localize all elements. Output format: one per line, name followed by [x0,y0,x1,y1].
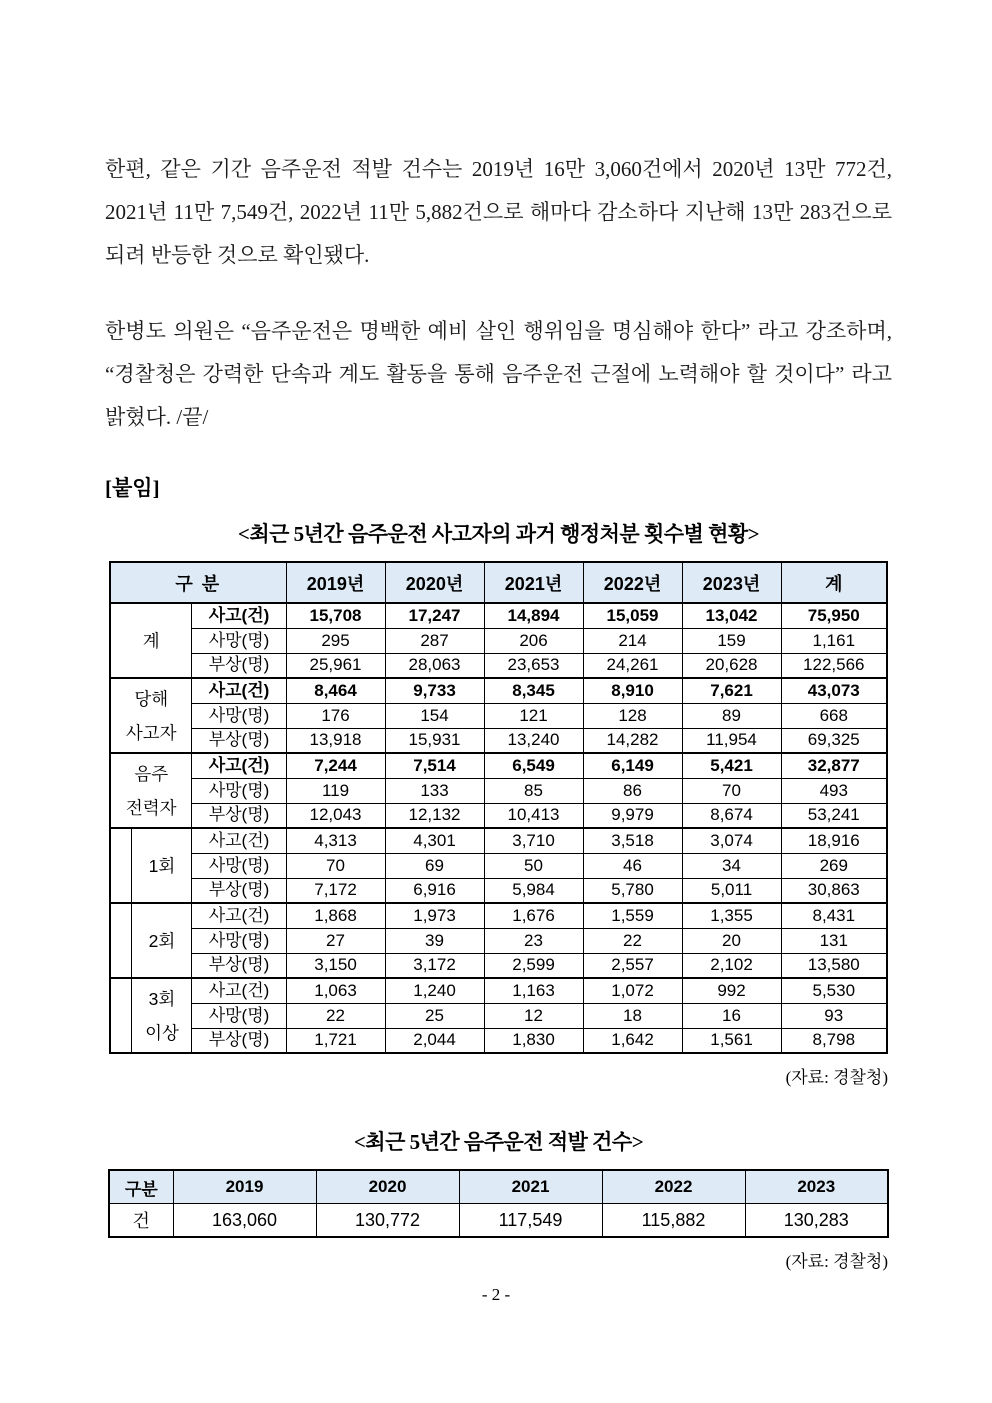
metric-label: 사고(건) [192,903,286,928]
value-cell: 15,708 [286,603,385,628]
table1-header-2023: 2023년 [682,562,781,603]
value-cell: 3,518 [583,828,682,853]
indent-strip [110,903,132,978]
table2-header-2022: 2022 [602,1170,745,1203]
value-cell: 25,961 [286,653,385,678]
value-cell: 7,621 [682,678,781,703]
value-cell: 1,830 [484,1028,583,1053]
metric-label: 부상(명) [192,653,286,678]
value-cell: 15,059 [583,603,682,628]
table1-data-row [110,828,887,853]
value-cell: 75,950 [781,603,887,628]
value-cell: 8,910 [583,678,682,703]
group-label: 당해 사고자 [110,678,192,753]
value-cell: 14,282 [583,728,682,753]
value-cell: 1,642 [583,1028,682,1053]
table1-data-row [110,878,887,903]
value-cell: 28,063 [385,653,484,678]
value-cell: 6,149 [583,753,682,778]
value-cell: 1,561 [682,1028,781,1053]
group-label: 계 [110,603,192,678]
metric-label: 사망(명) [192,853,286,878]
table1-header-2020: 2020년 [385,562,484,603]
value-cell: 2,044 [385,1028,484,1053]
value-cell: 18,916 [781,828,887,853]
value-cell: 86 [583,778,682,803]
metric-label: 사망(명) [192,928,286,953]
table2-row-label: 건 [109,1203,173,1237]
group-label: 음주 전력자 [110,753,192,828]
table1-data-row [110,753,887,778]
indent-strip [110,978,132,1053]
table1-data-row [110,728,887,753]
value-cell: 122,566 [781,653,887,678]
table2-value-2020: 130,772 [316,1203,459,1237]
value-cell: 1,973 [385,903,484,928]
value-cell: 128 [583,703,682,728]
value-cell: 131 [781,928,887,953]
table1-data-row [110,803,887,828]
metric-label: 사망(명) [192,703,286,728]
metric-label: 사고(건) [192,603,286,628]
value-cell: 32,877 [781,753,887,778]
value-cell: 1,240 [385,978,484,1003]
value-cell: 10,413 [484,803,583,828]
table1-header-row [110,562,887,603]
value-cell: 8,674 [682,803,781,828]
table1-header-gubun: 구 분 [110,562,286,603]
table2-header-2021: 2021 [459,1170,602,1203]
value-cell: 18 [583,1003,682,1028]
paragraph-detection-trend: 한편, 같은 기간 음주운전 적발 건수는 2019년 16만 3,060건에서 2020년 13만 772건, 2021년 11만 7,549건, 2022년 11만 5,882건으로 해마다 감소하다 지난해 13만 283건으로 되려 반등한 것으로 확인됐다. [105,157,892,268]
value-cell: 11,954 [682,728,781,753]
value-cell: 1,868 [286,903,385,928]
value-cell: 15,931 [385,728,484,753]
value-cell: 22 [583,928,682,953]
table1-title: <최근 5년간 음주운전 사고자의 과거 행정처분 횟수별 현황> [237,522,760,547]
value-cell: 34 [682,853,781,878]
value-cell: 13,240 [484,728,583,753]
value-cell: 22 [286,1003,385,1028]
table1-header-2021: 2021년 [484,562,583,603]
attachment-label: [붙임] [105,476,160,501]
value-cell: 2,557 [583,953,682,978]
metric-label: 사고(건) [192,753,286,778]
table1-header-total: 계 [781,562,887,603]
group-label: 2회 [132,903,192,978]
value-cell: 1,676 [484,903,583,928]
table1-data-row [110,953,887,978]
metric-label: 사망(명) [192,628,286,653]
table2-header-row [109,1170,888,1203]
table2-value-2022: 115,882 [602,1203,745,1237]
value-cell: 1,559 [583,903,682,928]
detection-count-table [108,1169,889,1238]
admin-disposition-table [109,561,888,1054]
value-cell: 214 [583,628,682,653]
table1-data-row [110,1003,887,1028]
table1-data-row [110,653,887,678]
value-cell: 1,161 [781,628,887,653]
value-cell: 1,355 [682,903,781,928]
indent-strip [110,828,132,903]
value-cell: 85 [484,778,583,803]
value-cell: 20,628 [682,653,781,678]
value-cell: 287 [385,628,484,653]
value-cell: 3,710 [484,828,583,853]
value-cell: 3,150 [286,953,385,978]
table1-data-row [110,628,887,653]
value-cell: 24,261 [583,653,682,678]
value-cell: 43,073 [781,678,887,703]
value-cell: 39 [385,928,484,953]
value-cell: 8,464 [286,678,385,703]
value-cell: 23,653 [484,653,583,678]
value-cell: 2,599 [484,953,583,978]
value-cell: 9,979 [583,803,682,828]
metric-label: 사고(건) [192,828,286,853]
table2-header-2023: 2023 [745,1170,888,1203]
table2-header-2019: 2019 [173,1170,316,1203]
value-cell: 30,863 [781,878,887,903]
table1-header-2022: 2022년 [583,562,682,603]
value-cell: 53,241 [781,803,887,828]
value-cell: 1,072 [583,978,682,1003]
value-cell: 12,132 [385,803,484,828]
value-cell: 27 [286,928,385,953]
table1-data-row [110,678,887,703]
value-cell: 12,043 [286,803,385,828]
value-cell: 5,780 [583,878,682,903]
table2-header-2020: 2020 [316,1170,459,1203]
table2-data-row [109,1203,888,1237]
value-cell: 493 [781,778,887,803]
value-cell: 1,063 [286,978,385,1003]
table2-value-2019: 163,060 [173,1203,316,1237]
value-cell: 154 [385,703,484,728]
group-label: 3회 이상 [132,978,192,1053]
table1-data-row [110,778,887,803]
value-cell: 1,163 [484,978,583,1003]
value-cell: 5,984 [484,878,583,903]
value-cell: 5,011 [682,878,781,903]
metric-label: 부상(명) [192,803,286,828]
value-cell: 206 [484,628,583,653]
paragraph-lawmaker-quote: 한병도 의원은 “음주운전은 명백한 예비 살인 행위임을 명심해야 한다” 라고 강조하며, “경찰청은 강력한 단속과 계도 활동을 통해 음주운전 근절에 노력해야 할 것이다” 라고 밝혔다. /끝/ [105,319,892,430]
metric-label: 사망(명) [192,1003,286,1028]
value-cell: 2,102 [682,953,781,978]
table1-data-row [110,978,887,1003]
value-cell: 70 [286,853,385,878]
value-cell: 23 [484,928,583,953]
value-cell: 13,580 [781,953,887,978]
value-cell: 7,244 [286,753,385,778]
value-cell: 8,798 [781,1028,887,1053]
value-cell: 992 [682,978,781,1003]
value-cell: 121 [484,703,583,728]
value-cell: 176 [286,703,385,728]
value-cell: 5,421 [682,753,781,778]
value-cell: 93 [781,1003,887,1028]
value-cell: 13,918 [286,728,385,753]
group-label: 1회 [132,828,192,903]
metric-label: 부상(명) [192,953,286,978]
value-cell: 4,313 [286,828,385,853]
table2-title: <최근 5년간 음주운전 적발 건수> [353,1130,644,1155]
value-cell: 9,733 [385,678,484,703]
value-cell: 668 [781,703,887,728]
value-cell: 17,247 [385,603,484,628]
page-number: - 2 - [481,1285,511,1304]
table1-body [110,603,887,1053]
value-cell: 13,042 [682,603,781,628]
value-cell: 20 [682,928,781,953]
value-cell: 295 [286,628,385,653]
table2-source: (자료: 경찰청) [785,1252,888,1272]
value-cell: 119 [286,778,385,803]
value-cell: 3,172 [385,953,484,978]
table1-source: (자료: 경찰청) [785,1068,888,1088]
table1-data-row [110,603,887,628]
value-cell: 50 [484,853,583,878]
table2-value-2023: 130,283 [745,1203,888,1237]
value-cell: 69,325 [781,728,887,753]
value-cell: 14,894 [484,603,583,628]
value-cell: 6,916 [385,878,484,903]
table1-data-row [110,928,887,953]
metric-label: 부상(명) [192,1028,286,1053]
table1-header-2019: 2019년 [286,562,385,603]
value-cell: 70 [682,778,781,803]
value-cell: 7,514 [385,753,484,778]
metric-label: 사망(명) [192,778,286,803]
value-cell: 269 [781,853,887,878]
metric-label: 사고(건) [192,978,286,1003]
value-cell: 12 [484,1003,583,1028]
value-cell: 7,172 [286,878,385,903]
value-cell: 1,721 [286,1028,385,1053]
table2-value-2021: 117,549 [459,1203,602,1237]
metric-label: 사고(건) [192,678,286,703]
value-cell: 6,549 [484,753,583,778]
table1-data-row [110,1028,887,1053]
value-cell: 5,530 [781,978,887,1003]
value-cell: 8,345 [484,678,583,703]
table1-data-row [110,853,887,878]
value-cell: 16 [682,1003,781,1028]
value-cell: 69 [385,853,484,878]
value-cell: 25 [385,1003,484,1028]
value-cell: 3,074 [682,828,781,853]
value-cell: 46 [583,853,682,878]
value-cell: 8,431 [781,903,887,928]
table1-data-row [110,703,887,728]
metric-label: 부상(명) [192,878,286,903]
table1-data-row [110,903,887,928]
value-cell: 159 [682,628,781,653]
value-cell: 133 [385,778,484,803]
metric-label: 부상(명) [192,728,286,753]
value-cell: 89 [682,703,781,728]
table2-header-gubun: 구분 [109,1170,173,1203]
value-cell: 4,301 [385,828,484,853]
